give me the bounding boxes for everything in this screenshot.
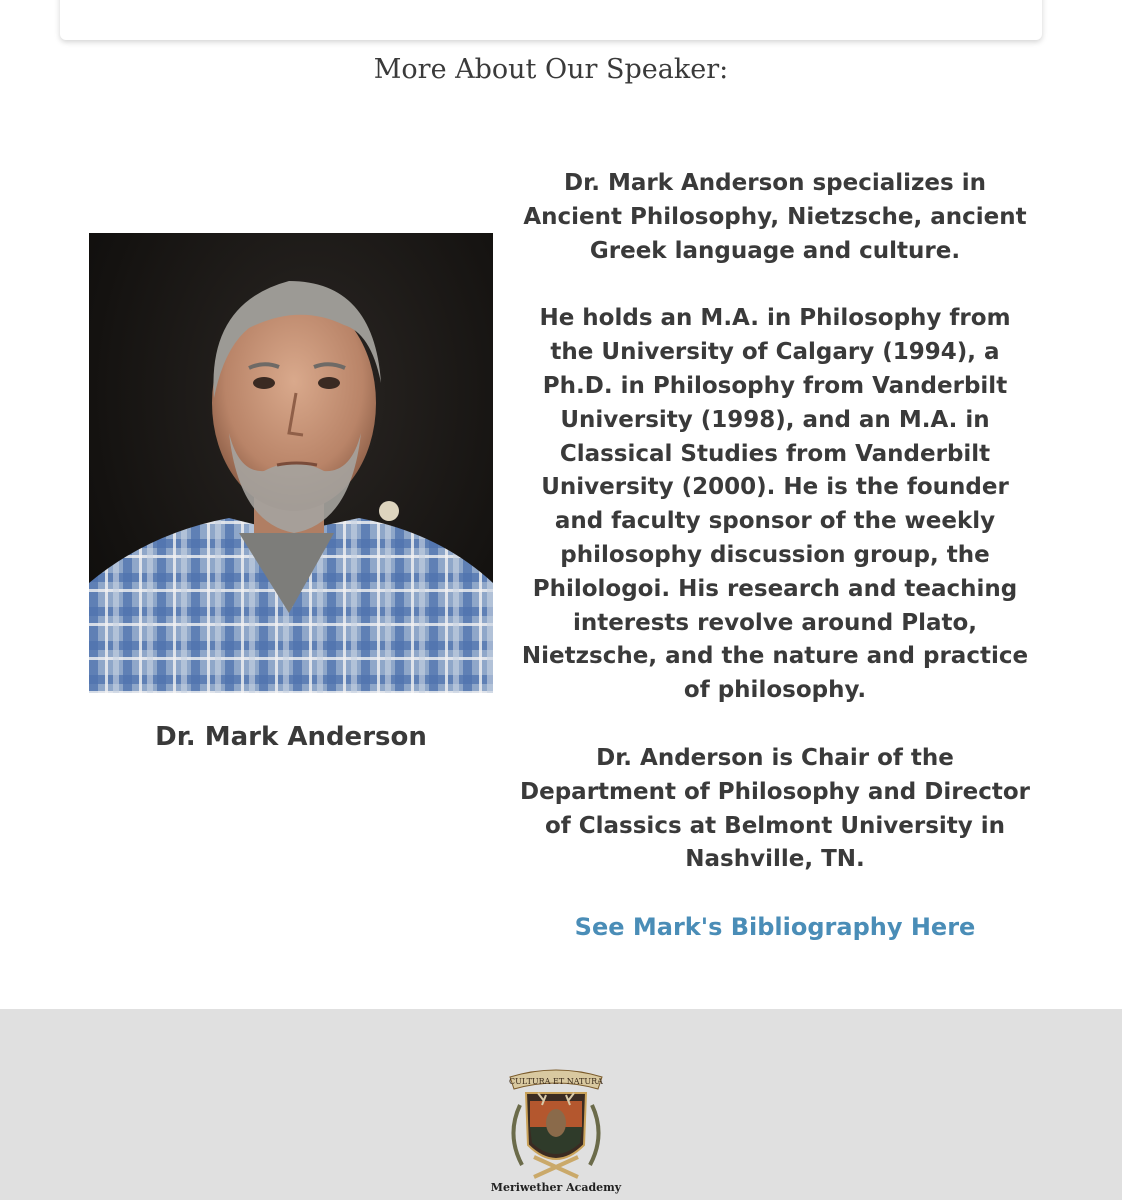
bio-paragraph-specialization: Dr. Mark Anderson specializes in Ancient Philosophy, Nietzsche, ancient Greek language and culture. bbox=[523, 170, 1027, 264]
previous-content-card bbox=[60, 0, 1042, 40]
academy-crest[interactable] bbox=[500, 1065, 612, 1191]
bio-paragraph-education: He holds an M.A. in Philosophy from the University of Calgary (1994), a Ph.D. in Philosophy from Vanderbilt University (1998), and an M.A. in Classical Studies from Vanderbilt University (2000). He is the founder and faculty sponsor of the weekly philosophy discussion group, the Philologoi. His research and teaching interests revolve around Plato, Nietzsche, and the nature and practice of philosophy. bbox=[521, 305, 1029, 704]
speaker-portrait-icon bbox=[89, 233, 493, 693]
section-heading: More About Our Speaker: bbox=[373, 54, 729, 85]
crest-logo-icon bbox=[500, 1065, 612, 1191]
speaker-bio bbox=[515, 167, 1035, 980]
speaker-name-caption: Dr. Mark Anderson bbox=[155, 722, 427, 752]
bio-paragraph-position: Dr. Anderson is Chair of the Department of Philosophy and Director of Classics at Belmont University in Nashville, TN. bbox=[520, 744, 1030, 873]
academy-name: Meriwether Academy bbox=[490, 1181, 622, 1194]
footer bbox=[0, 1009, 1122, 1200]
crest-motto: CULTURA ET NATURA bbox=[509, 1077, 603, 1086]
speaker-photo bbox=[89, 233, 493, 693]
bibliography-link[interactable]: See Mark's Bibliography Here bbox=[574, 913, 976, 942]
